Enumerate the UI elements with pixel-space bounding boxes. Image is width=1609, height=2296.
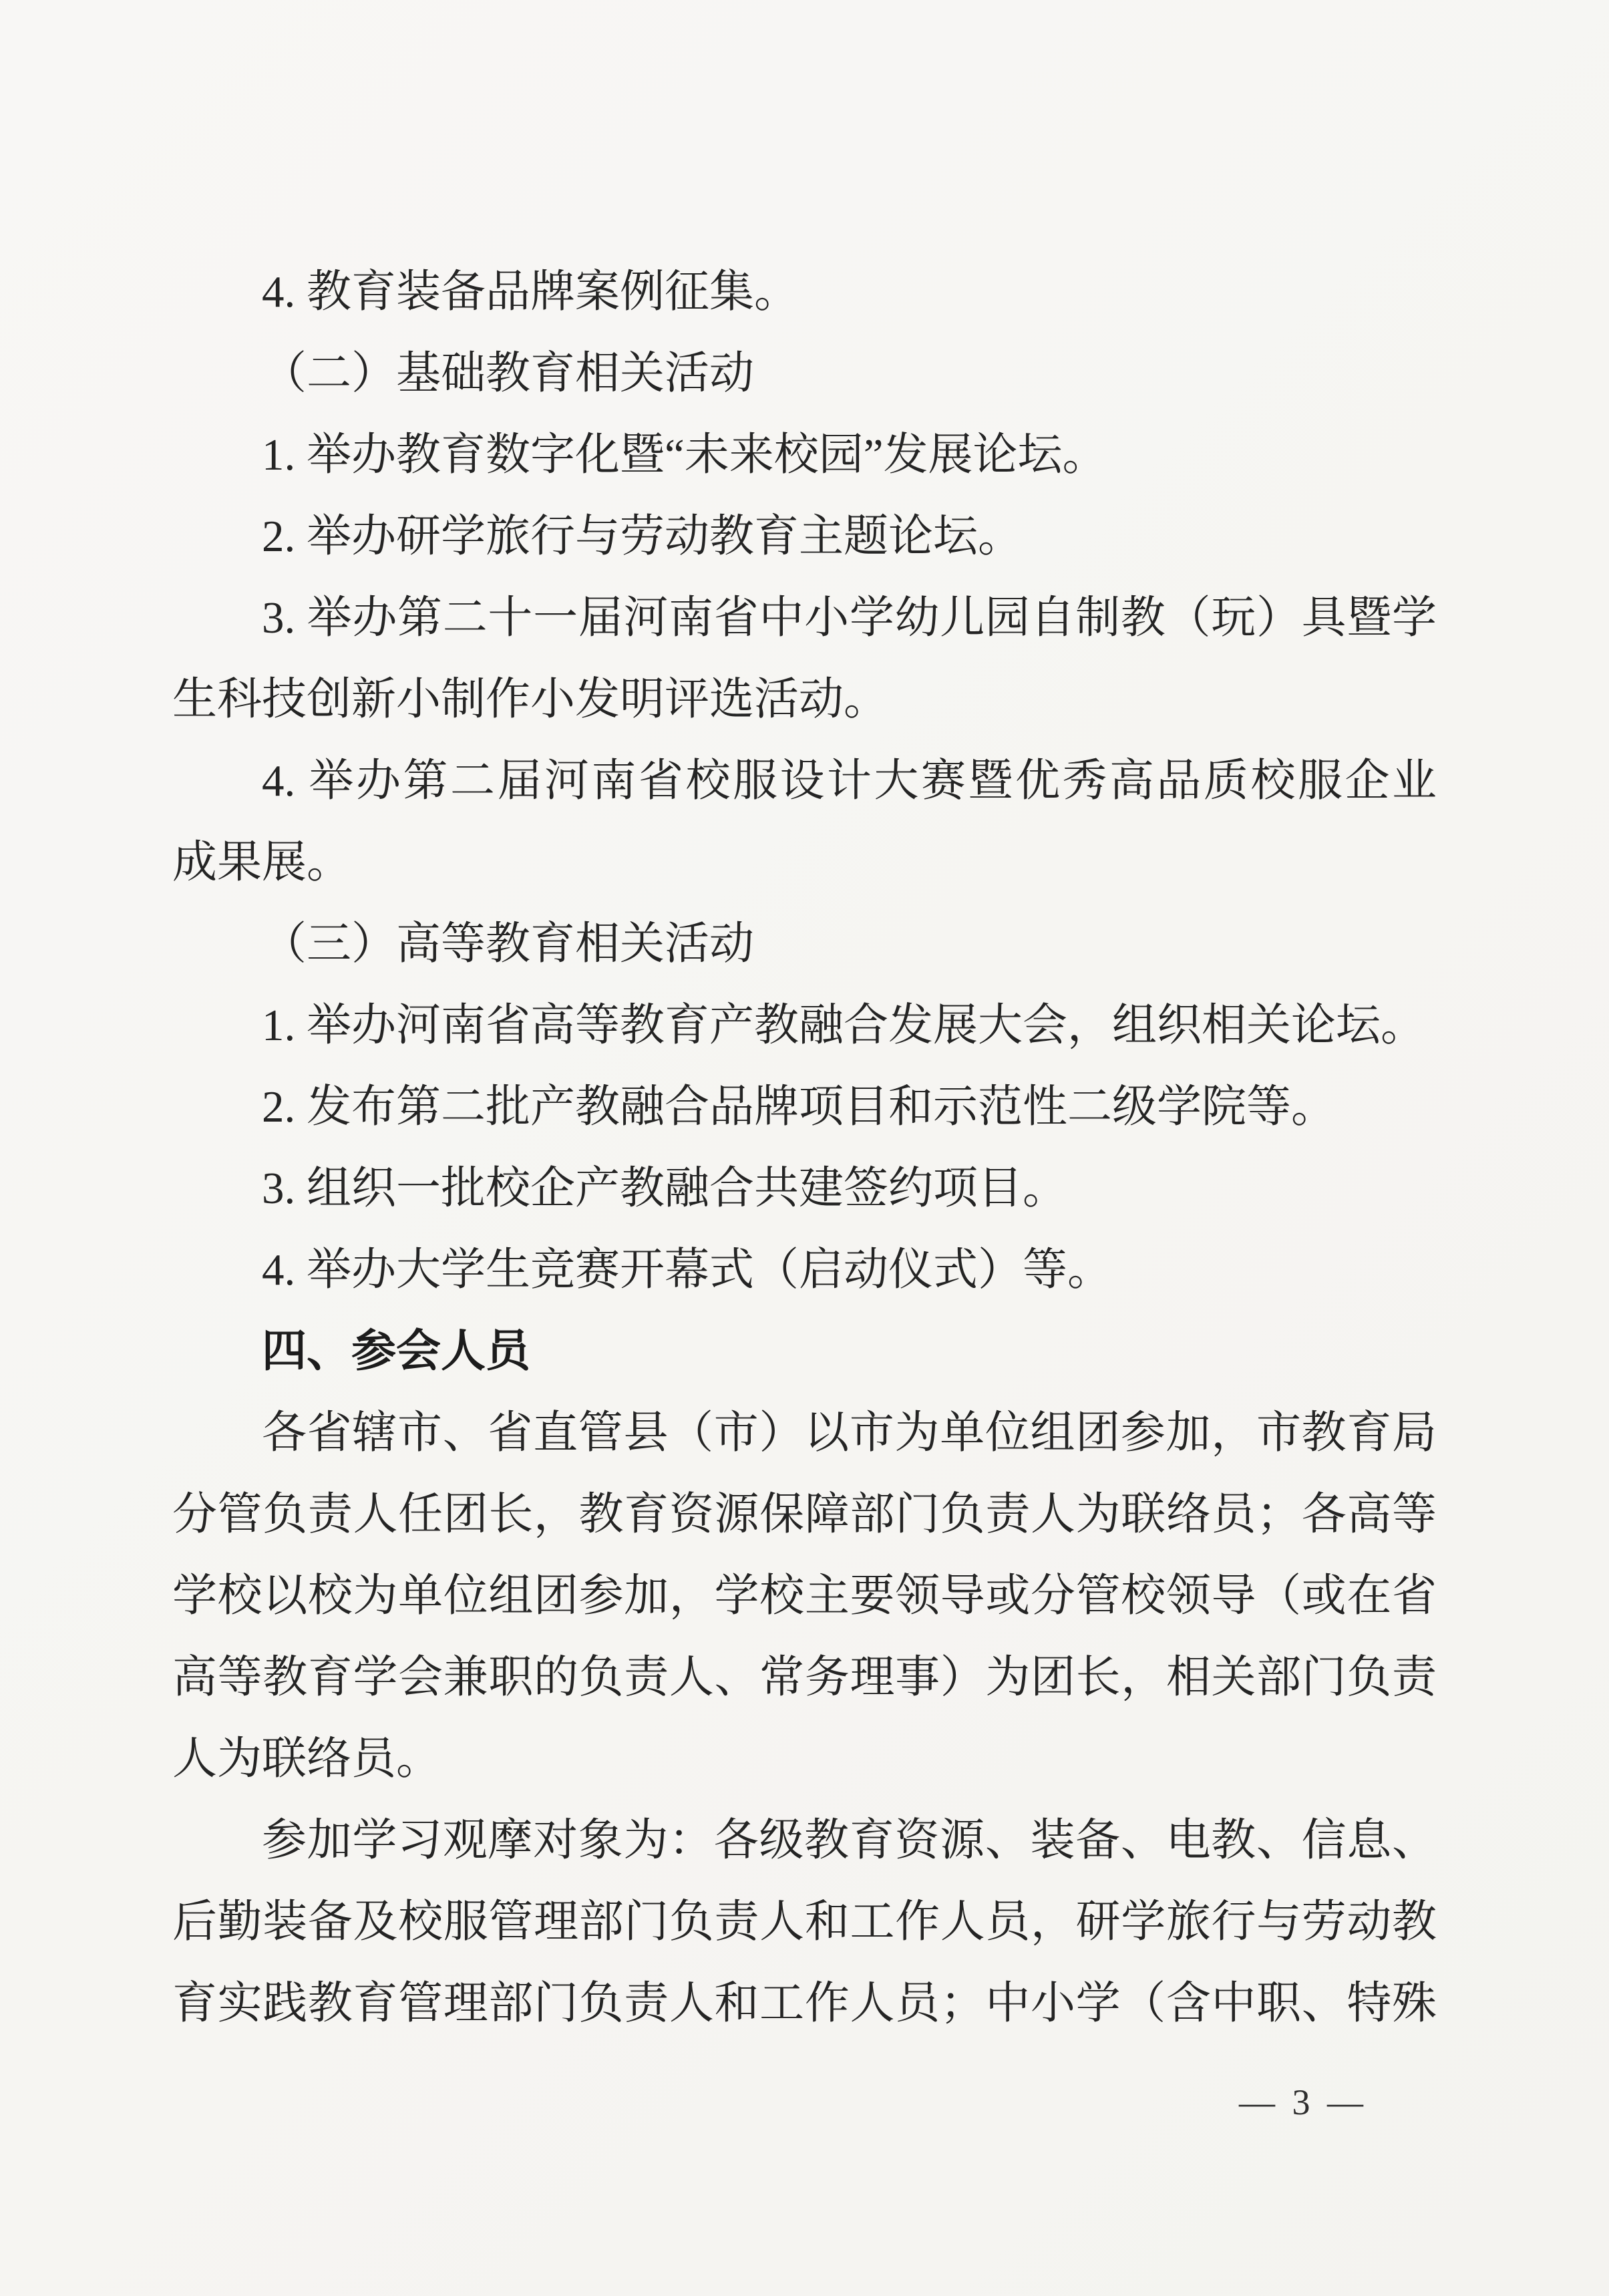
document-line: 分管负责人任团长，教育资源保障部门负责人为联络员；各高等 [172,1490,1437,1539]
document-line: 育实践教育管理部门负责人和工作人员；中小学（含中职、特殊 [172,1979,1437,2028]
document-line: 1. 举办教育数字化暨“未来校园”发展论坛。 [262,430,1107,480]
document-line: 3. 组织一批校企产教融合共建签约项目。 [262,1164,1067,1213]
document-line: 人为联络员。 [172,1734,441,1784]
document-line: 参加学习观摩对象为：各级教育资源、装备、电教、信息、 [262,1816,1437,1865]
section-heading-bold: 四、参会人员 [262,1327,530,1376]
document-line: 各省辖市、省直管县（市）以市为单位组团参加，市教育局 [262,1408,1437,1458]
page-number: — 3 — [1239,2082,1367,2122]
document-line: 4. 举办第二届河南省校服设计大赛暨优秀高品质校服企业 [262,756,1437,806]
document-line: 学校以校为单位组团参加，学校主要领导或分管校领导（或在省 [172,1571,1437,1621]
document-line: 2. 发布第二批产教融合品牌项目和示范性二级学院等。 [262,1082,1336,1132]
document-line: 4. 举办大学生竞赛开幕式（启动仪式）等。 [262,1245,1112,1295]
document-line: 生科技创新小制作小发明评选活动。 [172,675,888,724]
document-line: 2. 举办研学旅行与劳动教育主题论坛。 [262,512,1023,561]
section-heading: （二）基础教育相关活动 [262,349,754,398]
section-heading: （三）高等教育相关活动 [262,919,754,969]
document-line: 高等教育学会兼职的负责人、常务理事）为团长，相关部门负责 [172,1653,1437,1702]
document-line: 3. 举办第二十一届河南省中小学幼儿园自制教（玩）具暨学 [262,593,1437,643]
document-line: 后勤装备及校服管理部门负责人和工作人员，研学旅行与劳动教 [172,1897,1437,1947]
document-line: 成果展。 [172,838,351,887]
document-line: 1. 举办河南省高等教育产教融合发展大会，组织相关论坛。 [262,1001,1425,1050]
document-line: 4. 教育装备品牌案例征集。 [262,267,799,317]
document-body [172,251,1437,2044]
